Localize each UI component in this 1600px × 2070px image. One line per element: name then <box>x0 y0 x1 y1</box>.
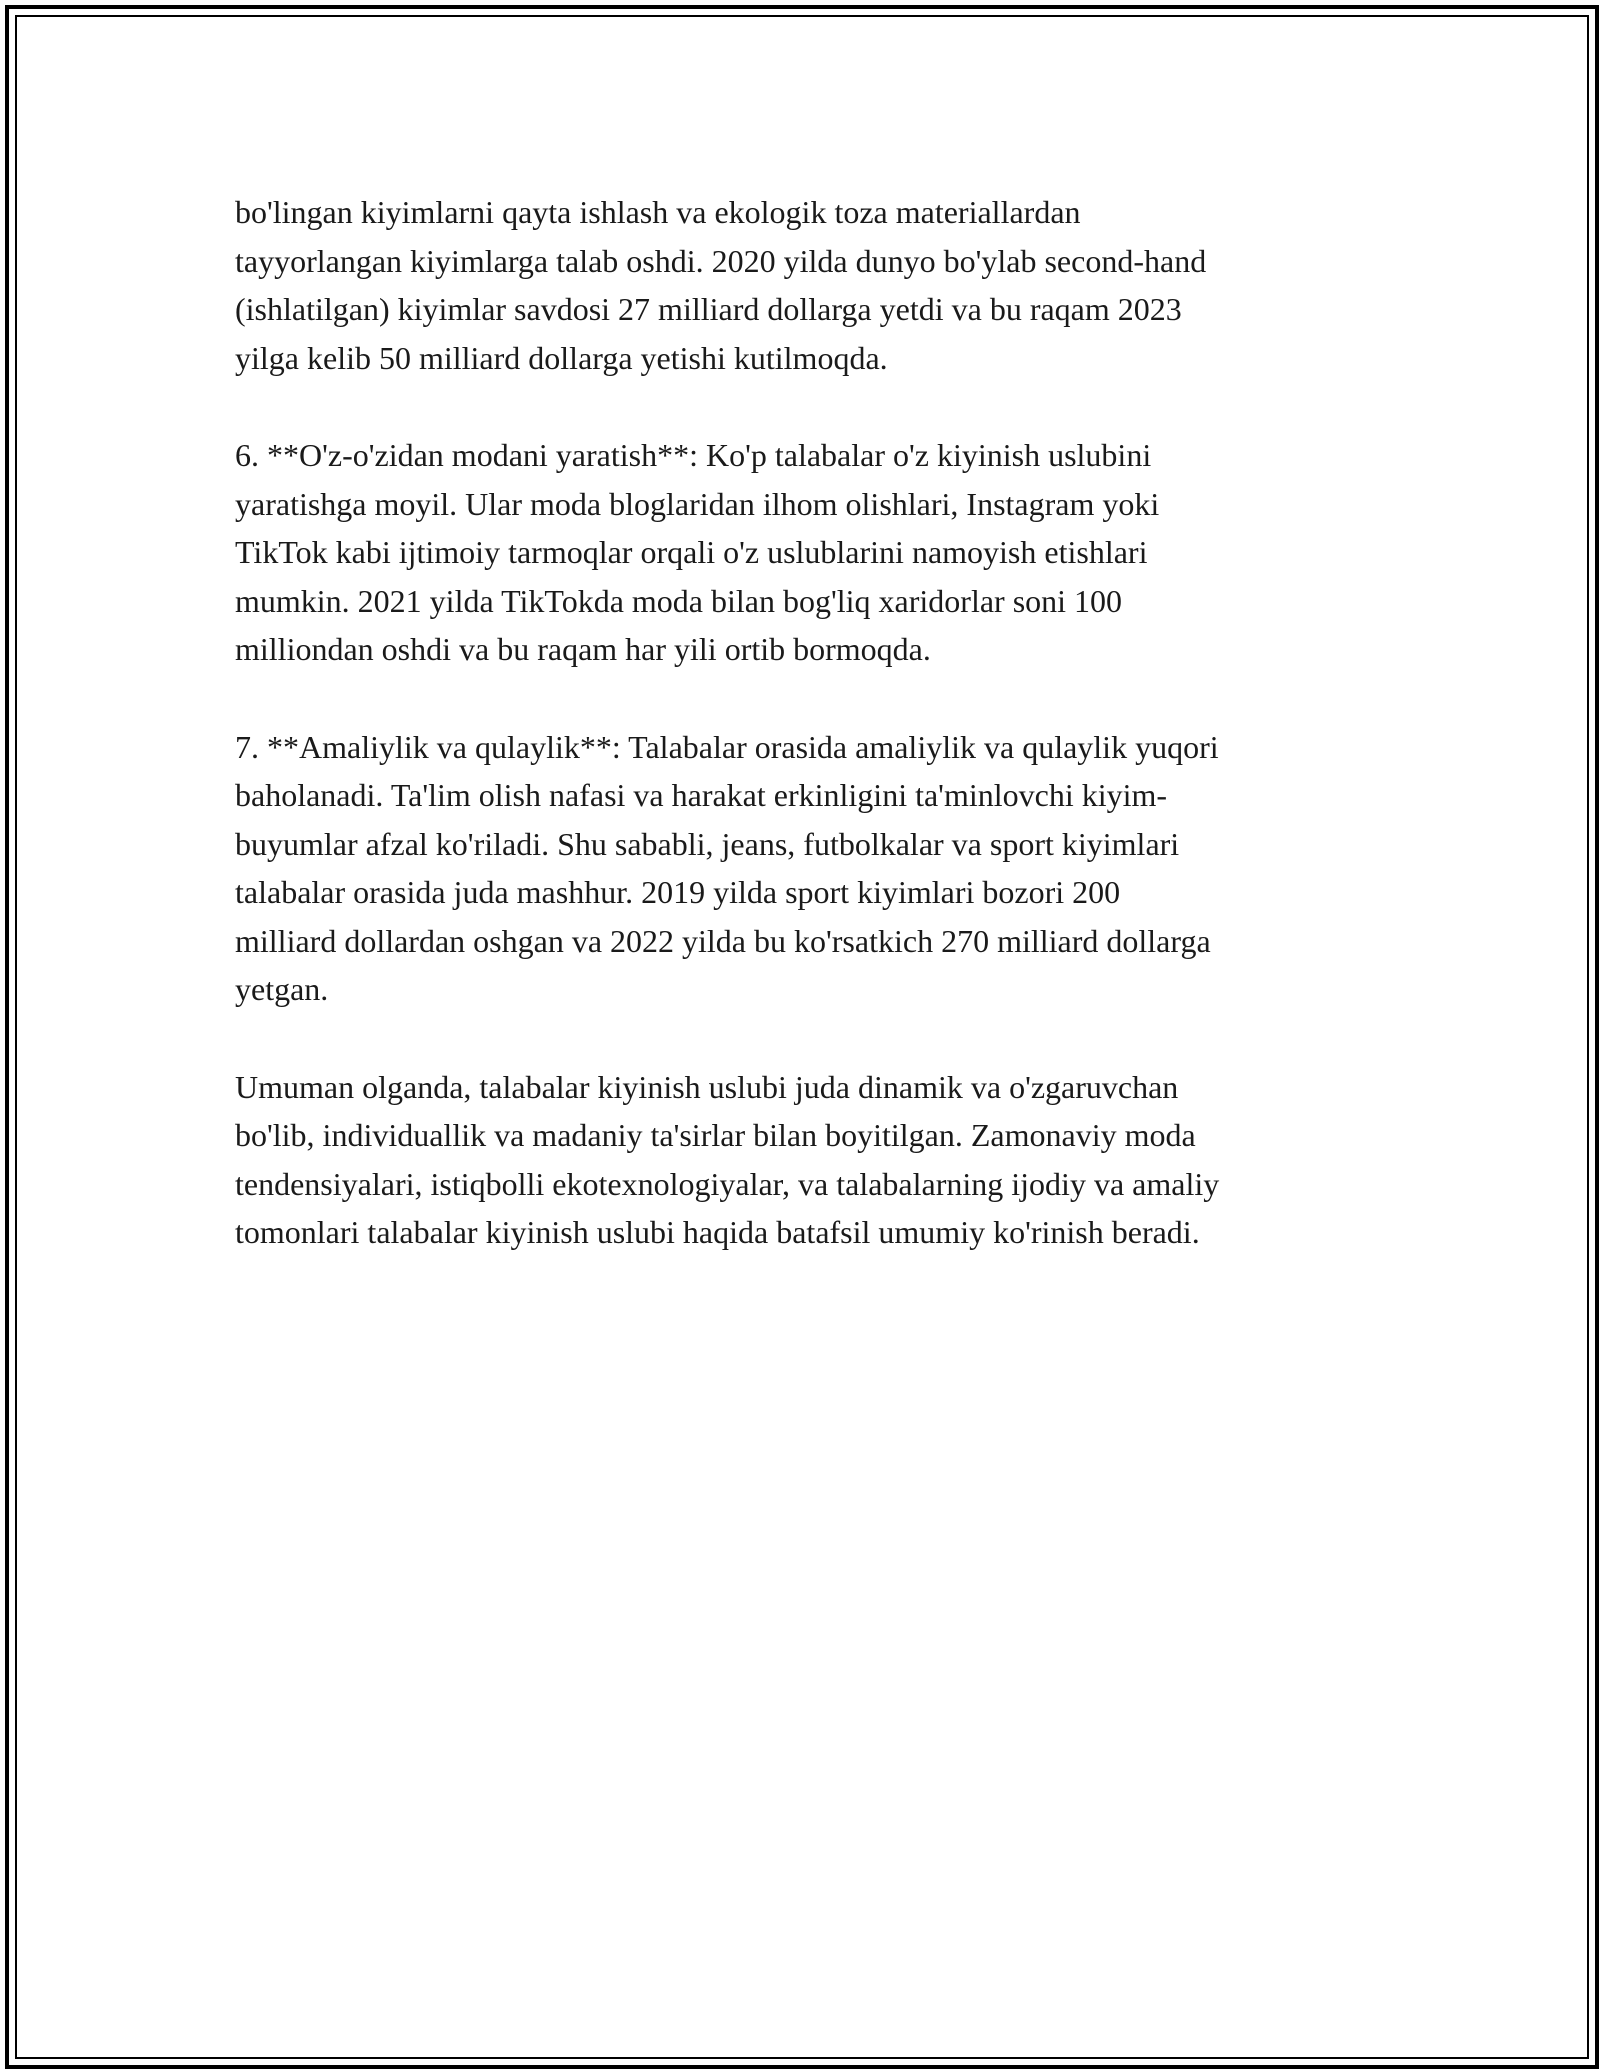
text-line: tomonlari talabalar kiyinish uslubi haqida batafsil umumiy ko'rinish beradi. <box>235 1214 1200 1250</box>
text-line: tendensiyalari, istiqbolli ekotexnologiyalar, va talabalarning ijodiy va amaliy <box>235 1165 1220 1202</box>
text-line: milliard dollardan oshgan va 2022 yilda bu ko'rsatkich 270 milliard dollarga <box>235 922 1211 959</box>
text-line: bo'lingan kiyimlarni qayta ishlash va ekologik toza materiallardan <box>235 194 1081 230</box>
paragraph-item-7 <box>235 723 1385 1014</box>
text-line: yaratishga moyil. Ular moda bloglaridan ilhom olishlari, Instagram yoki <box>235 485 1160 522</box>
text-line: 6. **O'z-o'zidan modani yaratish**: Ko'p talabalar o'z kiyinish uslubini <box>235 437 1152 473</box>
paragraph-item-6 <box>235 431 1385 674</box>
text-line: talabalar orasida juda mashhur. 2019 yilda sport kiyimlari bozori 200 <box>235 874 1121 910</box>
text-line: Umuman olganda, talabalar kiyinish uslubi juda dinamik va o'zgaruvchan <box>235 1068 1179 1105</box>
text-line: TikTok kabi ijtimoiy tarmoqlar orqali o'z uslublarini namoyish etishlari <box>235 534 1148 570</box>
text-line: yetgan. <box>235 971 329 1007</box>
text-line: bo'lib, individuallik va madaniy ta'sirlar bilan boyitilgan. Zamonaviy moda <box>235 1117 1196 1153</box>
text-line: yilga kelib 50 milliard dollarga yetishi kutilmoqda. <box>235 339 888 376</box>
paragraph-sustainable-fashion <box>235 188 1385 382</box>
paragraph-conclusion <box>235 1063 1385 1257</box>
text-line: buyumlar afzal ko'riladi. Shu sababli, jeans, futbolkalar va sport kiyimlari <box>235 825 1180 862</box>
text-line: baholanadi. Ta'lim olish nafasi va harakat erkinligini ta'minlovchi kiyim- <box>235 777 1168 813</box>
text-line: tayyorlangan kiyimlarga talab oshdi. 2020 yilda dunyo bo'ylab second-hand <box>235 242 1207 279</box>
text-line: mumkin. 2021 yilda TikTokda moda bilan bog'liq xaridorlar soni 100 <box>235 582 1123 619</box>
text-line: milliondan oshdi va bu raqam har yili ortib bormoqda. <box>235 631 931 667</box>
document-body <box>235 188 1385 1306</box>
text-line: (ishlatilgan) kiyimlar savdosi 27 milliard dollarga yetdi va bu raqam 2023 <box>235 291 1182 327</box>
text-line: 7. **Amaliylik va qulaylik**: Talabalar orasida amaliylik va qulaylik yuqori <box>235 728 1219 765</box>
